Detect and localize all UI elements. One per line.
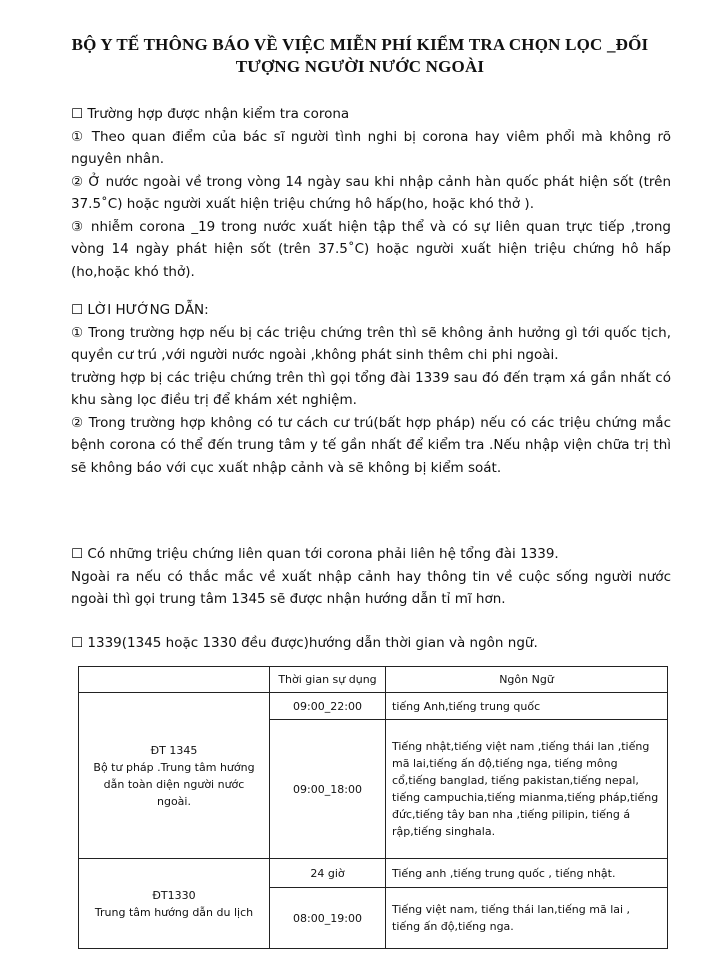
header-cell-language: Ngôn Ngữ [386, 667, 668, 693]
list-item: ① Theo quan điểm của bác sĩ người tình nghi bị corona hay viêm phổi mà không rõ nguyên nhân. [71, 128, 671, 167]
org-name: Bộ tư pháp .Trung tâm hướng dẫn toàn diện người nước ngoài. [93, 760, 255, 808]
section-eligibility [71, 103, 671, 283]
section-guidance [71, 299, 671, 479]
header-cell-time: Thời gian sự dụng [270, 667, 386, 693]
table-row [79, 693, 668, 720]
org-cell-1345 [79, 693, 270, 859]
document-title [40, 34, 680, 78]
section-heading: ☐ 1339(1345 hoặc 1330 đều được)hướng dẫn thời gian và ngôn ngữ. [71, 635, 538, 651]
list-item: ② Trong trường hợp không có tư cách cư trú(bất hợp pháp) nếu có các triệu chứng mắc bệnh corona có thể đến trung tâm y tế gần nhất để kiểm tra .Nếu nhập viện chữa trị thì sẽ không báo với cục xuất nhập cảnh và sẽ không bị kiểm soát. [71, 414, 671, 476]
table-header-row [79, 667, 668, 693]
title-line-2: TƯỢNG NGƯỜI NƯỚC NGOÀI [235, 57, 485, 76]
org-phone: ĐT1330 [152, 888, 196, 902]
list-item: trường hợp bị các triệu chứng trên thì gọi tổng đài 1339 sau đó đến trạm xá gần nhất có khu sàng lọc điều trị để khám xét nghiệm. [71, 369, 671, 408]
time-cell: 09:00_22:00 [270, 693, 386, 720]
language-cell: Tiếng việt nam, tiếng thái lan,tiếng mã lai , tiếng ấn độ,tiếng nga. [386, 888, 668, 949]
time-cell: 09:00_18:00 [270, 720, 386, 859]
org-cell-1330 [79, 859, 270, 949]
section-hotline [71, 543, 671, 611]
section-table-intro [71, 632, 671, 655]
time-cell: 08:00_19:00 [270, 888, 386, 949]
section-heading: ☐ Trường hợp được nhận kiểm tra corona [71, 106, 350, 122]
language-cell: tiếng Anh,tiếng trung quốc [386, 693, 668, 720]
time-cell: 24 giờ [270, 859, 386, 888]
header-cell-org [79, 667, 270, 693]
section-heading: ☐ Có những triệu chứng liên quan tới corona phải liên hệ tổng đài 1339. [71, 546, 559, 562]
service-hours-table [78, 666, 668, 949]
title-line-1: BỘ Y TẾ THÔNG BÁO VỀ VIỆC MIỄN PHÍ KIỂM TRA CHỌN LỌC _ĐỐI [71, 35, 649, 54]
list-item: ③ nhiễm corona _19 trong nước xuất hiện tập thể và có sự liên quan trực tiếp ,trong vòng 14 ngày phát hiện sốt (trên 37.5˚C) hoặc người xuất hiện triệu chứng hô hấp (ho,hoặc khó thở). [71, 218, 671, 280]
table-row [79, 859, 668, 888]
org-phone: ĐT 1345 [150, 743, 198, 757]
section-heading: ☐ LỜI HƯỚNG DẪN: [71, 302, 209, 318]
org-name: Trung tâm hướng dẫn du lịch [94, 905, 254, 919]
paragraph: Ngoài ra nếu có thắc mắc về xuất nhập cảnh hay thông tin về cuộc sống người nước ngoài thì gọi trung tâm 1345 sẽ được nhận hướng dẫn tỉ mĩ hơn. [71, 568, 671, 607]
list-item: ① Trong trường hợp nếu bị các triệu chứng trên thì sẽ không ảnh hưởng gì tới quốc tịch, quyền cư trú ,với người nước ngoài ,không phát sinh thêm chi phi ngoài. [71, 324, 671, 363]
language-cell: Tiếng anh ,tiếng trung quốc , tiếng nhật. [386, 859, 668, 888]
list-item: ② Ở nước ngoài về trong vòng 14 ngày sau khi nhập cảnh hàn quốc phát hiện sốt (trên 37.5˚C) hoặc người xuất hiện triệu chứng hô hấp(ho, hoặc khó thở ). [71, 173, 671, 212]
language-cell: Tiếng nhật,tiếng việt nam ,tiếng thái lan ,tiếng mã lai,tiếng ấn độ,tiếng nga, tiếng mông cổ,tiếng banglad, tiếng pakistan,tiếng nepal, tiếng campuchia,tiếng mianma,tiếng pháp,tiếng đức,tiếng tây ban nha ,tiếng pilipin, tiếng á rập,tiếng singhala. [386, 720, 668, 859]
